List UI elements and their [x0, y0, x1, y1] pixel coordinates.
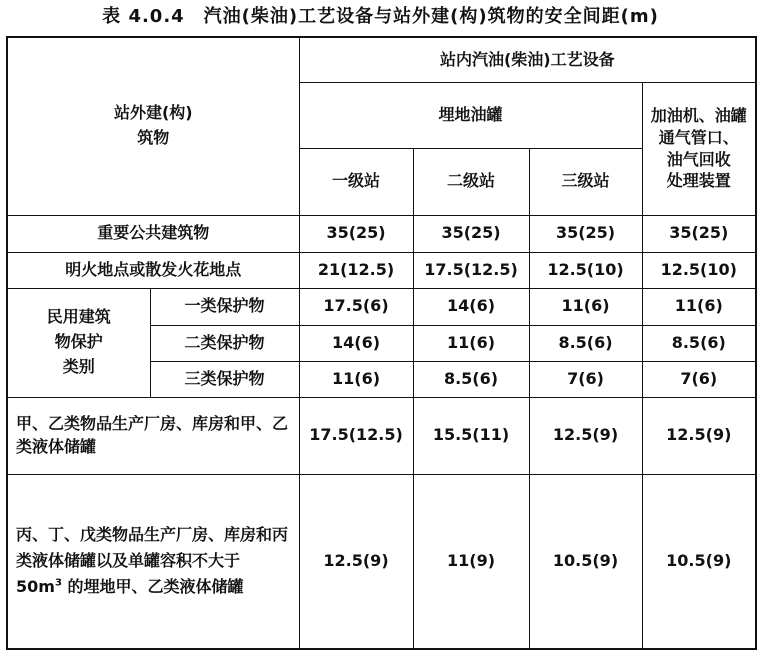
cell-value: 14(6)	[299, 325, 413, 361]
level-3-header: 三级站	[529, 148, 642, 215]
row-label	[7, 474, 299, 649]
cell-value: 12.5(10)	[642, 252, 756, 288]
cell-value: 17.5(12.5)	[299, 397, 413, 474]
table-row	[7, 215, 756, 252]
table-row	[7, 474, 756, 649]
civil-building-group-label: 民用建筑 物保护 类别	[7, 288, 150, 397]
cell-value: 10.5(9)	[642, 474, 756, 649]
table-title: 表 4.0.4 汽油(柴油)工艺设备与站外建(构)筑物的安全间距(m)	[102, 6, 659, 27]
cell-value: 15.5(11)	[413, 397, 529, 474]
cell-value: 35(25)	[529, 215, 642, 252]
cell-value: 7(6)	[529, 361, 642, 397]
row-label-text: 丙、丁、戊类物品生产厂房、库房和丙类液体储罐以及单罐容积不大于 50m	[16, 524, 289, 597]
cell-value: 11(6)	[642, 288, 756, 325]
cell-value: 17.5(6)	[299, 288, 413, 325]
row-label: 三类保护物	[150, 361, 299, 397]
cell-value: 10.5(9)	[529, 474, 642, 649]
row-label-text-end: 的埋地甲、乙类液体储罐	[61, 577, 244, 597]
cell-value: 21(12.5)	[299, 252, 413, 288]
table-row	[7, 288, 756, 325]
dispenser-header: 加油机、油罐 通气管口、 油气回收 处理装置	[642, 82, 756, 215]
cell-value: 8.5(6)	[529, 325, 642, 361]
underground-tank-header: 埋地油罐	[299, 82, 642, 148]
row-label: 重要公共建筑物	[7, 215, 299, 252]
cell-value: 12.5(9)	[299, 474, 413, 649]
table-row	[7, 252, 756, 288]
cell-value: 12.5(9)	[642, 397, 756, 474]
cell-value: 35(25)	[299, 215, 413, 252]
safety-distance-table	[6, 36, 757, 650]
row-label: 一类保护物	[150, 288, 299, 325]
row-label: 明火地点或散发火花地点	[7, 252, 299, 288]
cell-value: 7(6)	[642, 361, 756, 397]
cell-value: 12.5(9)	[529, 397, 642, 474]
cell-value: 8.5(6)	[642, 325, 756, 361]
level-1-header: 一级站	[299, 148, 413, 215]
cell-value: 17.5(12.5)	[413, 252, 529, 288]
cell-value: 8.5(6)	[413, 361, 529, 397]
cell-value: 14(6)	[413, 288, 529, 325]
cell-value: 12.5(10)	[529, 252, 642, 288]
station-equipment-header: 站内汽油(柴油)工艺设备	[299, 37, 756, 82]
cell-value: 35(25)	[413, 215, 529, 252]
row-header-cell: 站外建(构) 筑物	[7, 37, 299, 215]
cell-value: 35(25)	[642, 215, 756, 252]
cell-value: 11(9)	[413, 474, 529, 649]
superscript-3: 3	[54, 578, 62, 590]
cell-value: 11(6)	[299, 361, 413, 397]
cell-value: 11(6)	[529, 288, 642, 325]
row-label: 二类保护物	[150, 325, 299, 361]
table-row	[7, 397, 756, 474]
cell-value: 11(6)	[413, 325, 529, 361]
level-2-header: 二级站	[413, 148, 529, 215]
row-label: 甲、乙类物品生产厂房、库房和甲、乙类液体储罐	[7, 397, 299, 474]
